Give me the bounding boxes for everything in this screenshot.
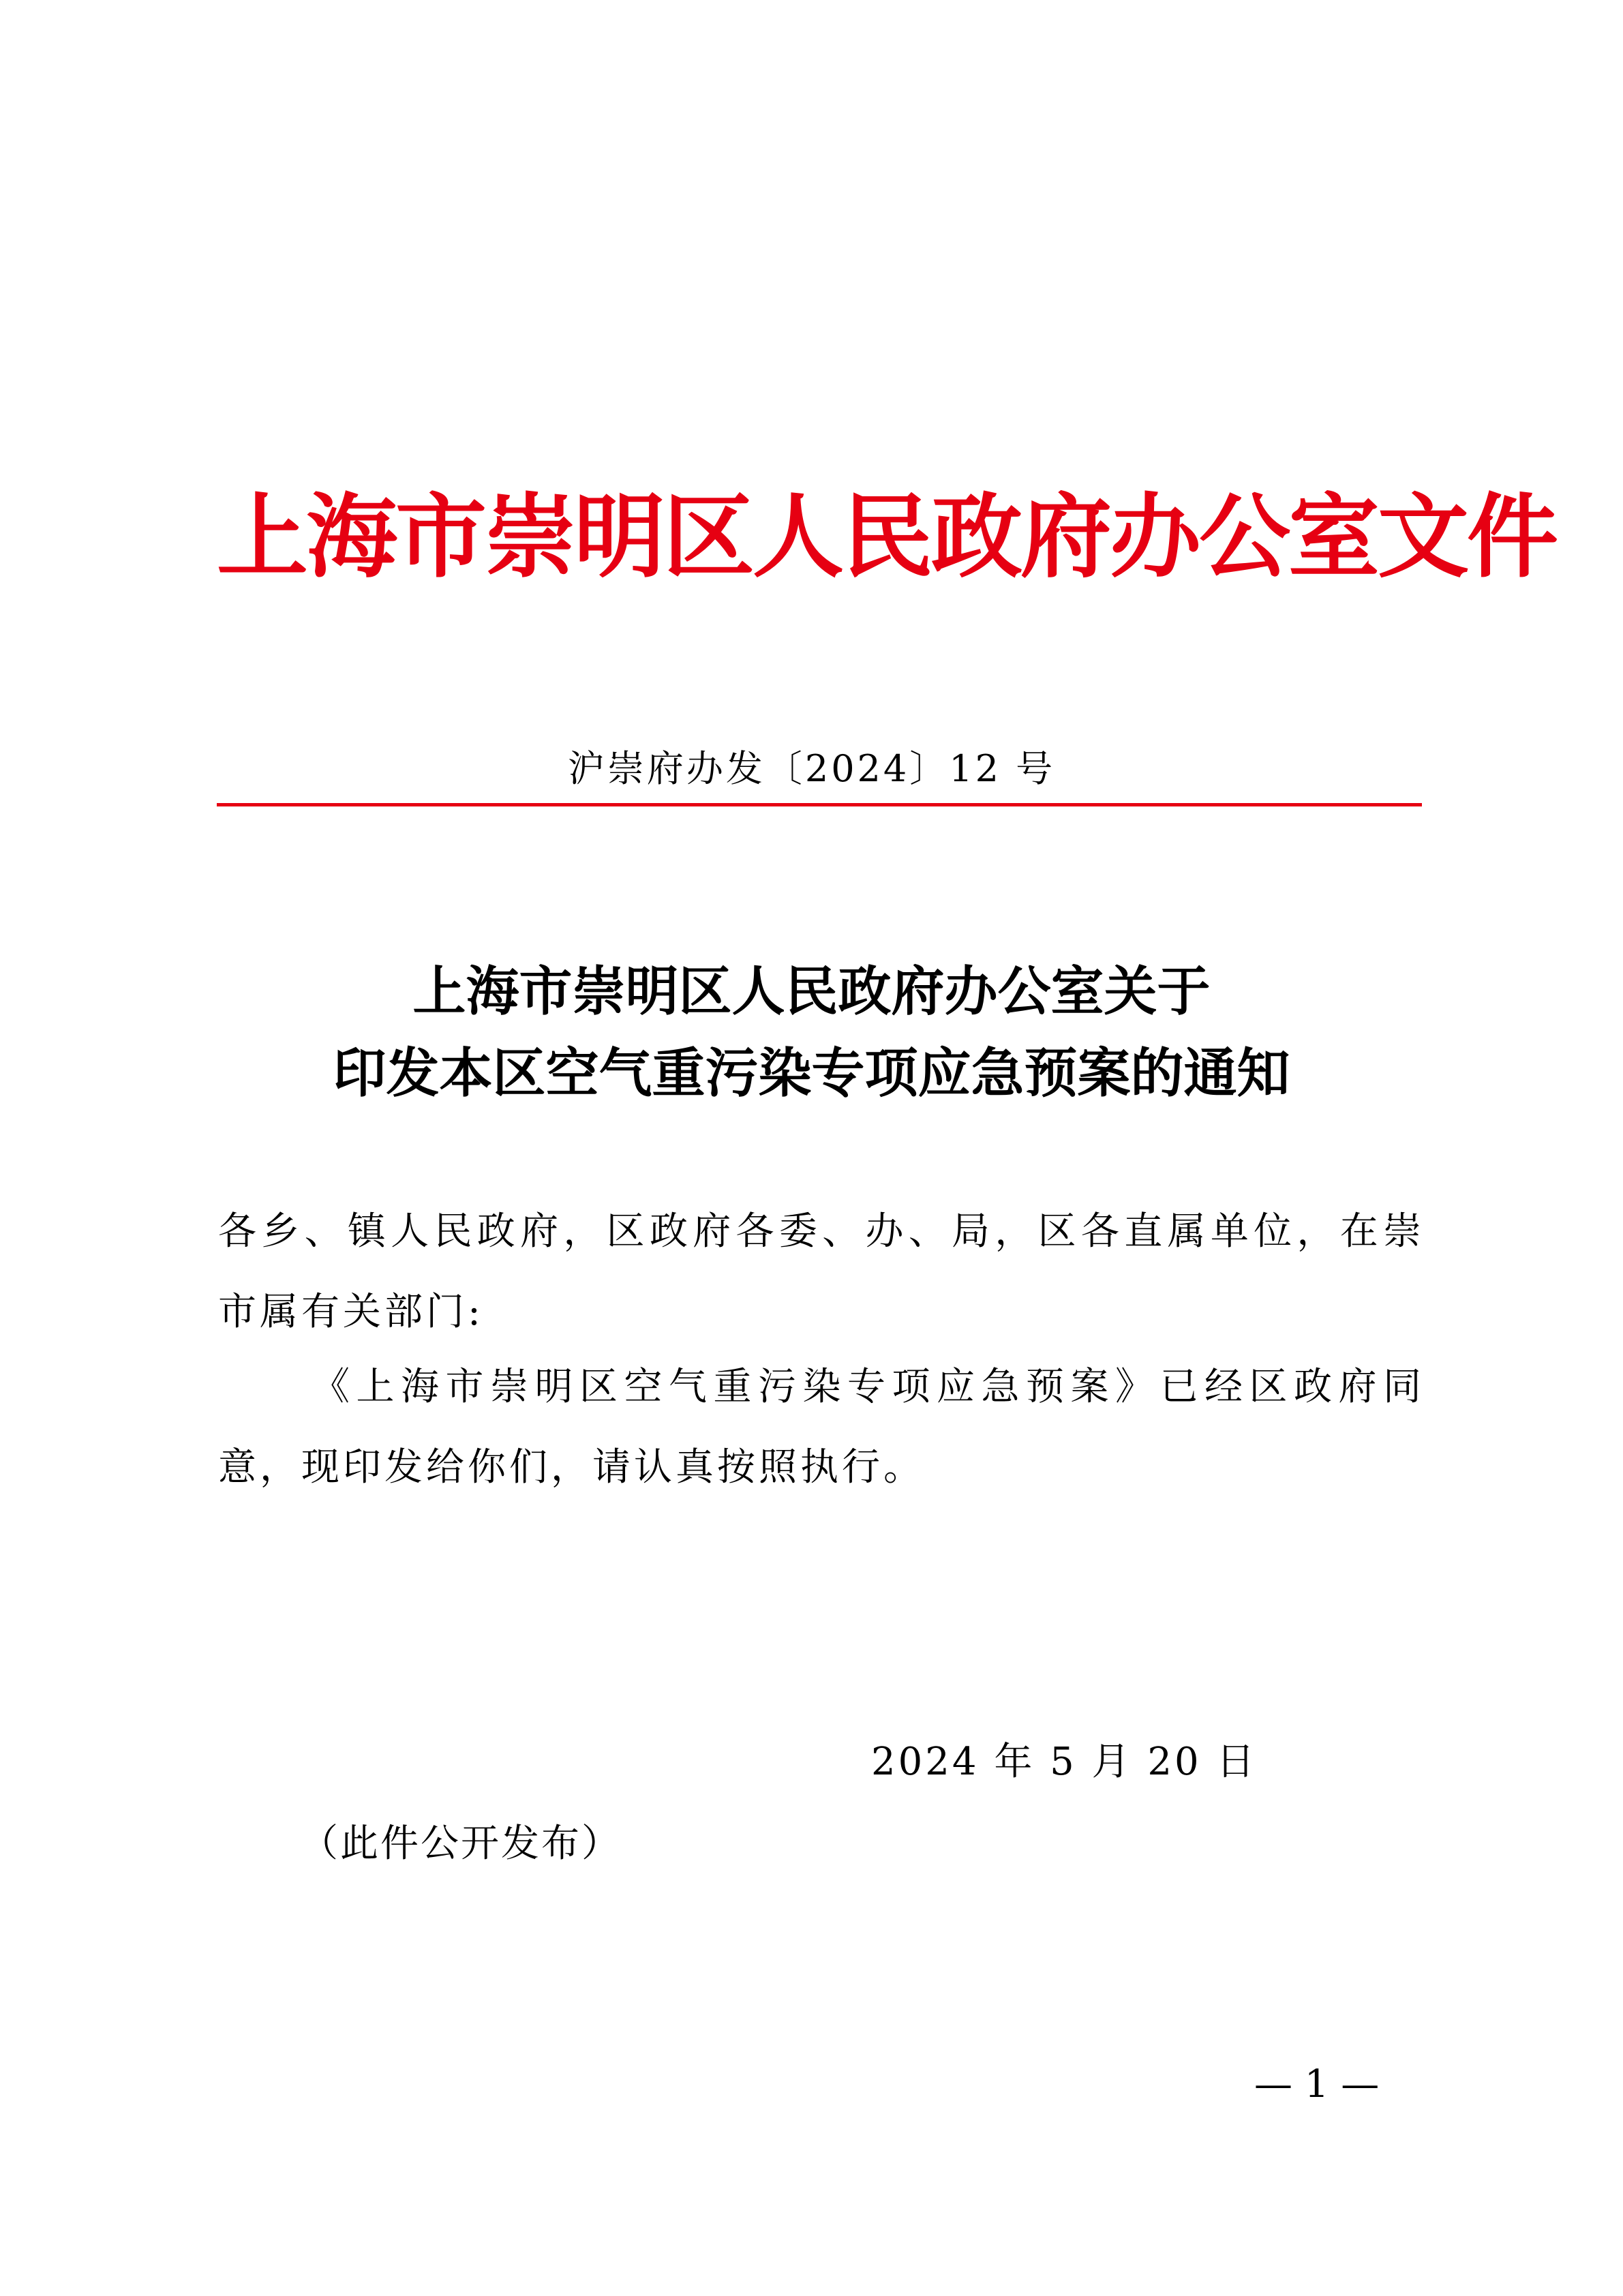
addressee-line-1: 各乡、镇人民政府，区政府各委、办、局，区各直属单位，在崇 xyxy=(218,1209,1425,1254)
notice-title-line-1: 上海市崇明区人民政府办公室关于 xyxy=(412,961,1211,1023)
public-release-note: （此件公开发布） xyxy=(300,1822,622,1866)
issue-date: 2024 年 5 月 20 日 xyxy=(871,1740,1258,1784)
red-divider-line xyxy=(217,803,1422,806)
page-number: — 1 — xyxy=(1254,2062,1380,2106)
document-number: 沪崇府办发〔2024〕12 号 xyxy=(567,747,1056,790)
issuer-title: 上海市崇明区人民政府办公室文件 xyxy=(217,483,1557,590)
addressee-line-2: 市属有关部门: xyxy=(218,1290,484,1334)
body-paragraph-line-1: 《上海市崇明区空气重污染专项应急预案》已经区政府同 xyxy=(312,1365,1425,1409)
notice-title-line-2: 印发本区空气重污染专项应急预案的通知 xyxy=(333,1042,1290,1104)
body-paragraph-line-2: 意，现印发给你们，请认真按照执行。 xyxy=(218,1445,925,1490)
